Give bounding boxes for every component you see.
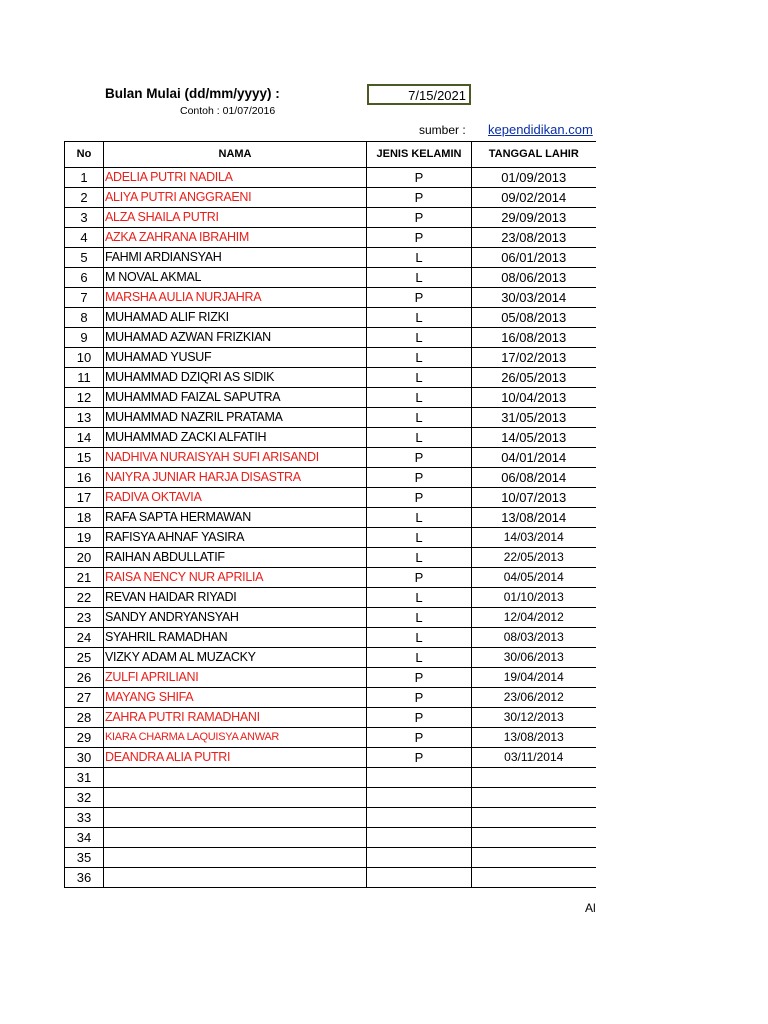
gender-cell[interactable]: P — [367, 568, 472, 588]
row-number-cell[interactable]: 19 — [65, 528, 104, 548]
birthdate-cell[interactable]: 06/08/2014 — [472, 468, 596, 488]
gender-cell[interactable]: P — [367, 488, 472, 508]
table-body — [65, 168, 596, 888]
table-row — [65, 688, 596, 708]
row-number-cell[interactable]: 36 — [65, 868, 104, 888]
table-row — [65, 368, 596, 388]
birthdate-cell[interactable]: 06/01/2013 — [472, 248, 596, 268]
birthdate-cell[interactable]: 30/03/2014 — [472, 288, 596, 308]
table-row — [65, 468, 596, 488]
birthdate-cell[interactable]: 10/07/2013 — [472, 488, 596, 508]
gender-cell[interactable]: L — [367, 408, 472, 428]
row-number-cell[interactable]: 7 — [65, 288, 104, 308]
row-number-cell[interactable]: 17 — [65, 488, 104, 508]
gender-cell[interactable]: L — [367, 388, 472, 408]
table-row — [65, 248, 596, 268]
student-name-cell[interactable]: ZAHRA PUTRI RAMADHANI — [104, 708, 367, 728]
row-number-cell[interactable]: 32 — [65, 788, 104, 808]
gender-cell[interactable]: P — [367, 468, 472, 488]
table-row — [65, 568, 596, 588]
birthdate-cell[interactable]: 01/10/2013 — [472, 588, 596, 608]
row-number-cell[interactable]: 30 — [65, 748, 104, 768]
table-row — [65, 488, 596, 508]
gender-cell[interactable]: L — [367, 608, 472, 628]
table-row — [65, 528, 596, 548]
birthdate-cell[interactable]: 29/09/2013 — [472, 208, 596, 228]
row-number-cell[interactable]: 35 — [65, 848, 104, 868]
student-name-cell[interactable]: SYAHRIL RAMADHAN — [104, 628, 367, 648]
student-table — [64, 141, 596, 888]
gender-cell[interactable] — [367, 808, 472, 828]
table-row — [65, 808, 596, 828]
gender-cell[interactable]: L — [367, 588, 472, 608]
student-name-cell[interactable]: MUHAMMAD FAIZAL SAPUTRA — [104, 388, 367, 408]
table-row — [65, 588, 596, 608]
table-row — [65, 308, 596, 328]
student-name-cell[interactable]: MUHAMAD AZWAN FRIZKIAN — [104, 328, 367, 348]
student-name-cell[interactable]: SANDY ANDRYANSYAH — [104, 608, 367, 628]
footer-text: Al — [585, 901, 596, 915]
row-number-cell[interactable]: 16 — [65, 468, 104, 488]
table-row — [65, 428, 596, 448]
birthdate-cell[interactable] — [472, 848, 596, 868]
gender-cell[interactable]: L — [367, 428, 472, 448]
birthdate-cell[interactable]: 13/08/2014 — [472, 508, 596, 528]
row-number-cell[interactable]: 10 — [65, 348, 104, 368]
birthdate-cell[interactable]: 23/06/2012 — [472, 688, 596, 708]
student-name-cell[interactable]: ADELIA PUTRI NADILA — [104, 168, 367, 188]
birthdate-cell[interactable]: 08/03/2013 — [472, 628, 596, 648]
gender-cell[interactable]: L — [367, 548, 472, 568]
gender-cell[interactable]: P — [367, 208, 472, 228]
row-number-cell[interactable]: 20 — [65, 548, 104, 568]
gender-cell[interactable]: P — [367, 288, 472, 308]
column-header-name: NAMA — [104, 142, 367, 168]
table-row — [65, 268, 596, 288]
student-name-cell[interactable]: KIARA CHARMA LAQUISYA ANWAR — [104, 728, 367, 748]
table-row — [65, 168, 596, 188]
birthdate-cell[interactable]: 31/05/2013 — [472, 408, 596, 428]
table-row — [65, 448, 596, 468]
student-name-cell[interactable]: RADIVA OKTAVIA — [104, 488, 367, 508]
row-number-cell[interactable]: 34 — [65, 828, 104, 848]
birthdate-cell[interactable]: 16/08/2013 — [472, 328, 596, 348]
birthdate-cell[interactable]: 19/04/2014 — [472, 668, 596, 688]
table-row — [65, 788, 596, 808]
row-number-cell[interactable]: 24 — [65, 628, 104, 648]
row-number-cell[interactable]: 25 — [65, 648, 104, 668]
birthdate-cell[interactable] — [472, 828, 596, 848]
birthdate-cell[interactable]: 14/03/2014 — [472, 528, 596, 548]
row-number-cell[interactable]: 22 — [65, 588, 104, 608]
gender-cell[interactable]: L — [367, 508, 472, 528]
table-row — [65, 648, 596, 668]
row-number-cell[interactable]: 3 — [65, 208, 104, 228]
row-number-cell[interactable]: 27 — [65, 688, 104, 708]
table-row — [65, 228, 596, 248]
gender-cell[interactable] — [367, 848, 472, 868]
gender-cell[interactable]: P — [367, 728, 472, 748]
birthdate-cell[interactable]: 12/04/2012 — [472, 608, 596, 628]
gender-cell[interactable]: P — [367, 748, 472, 768]
table-row — [65, 868, 596, 888]
column-header-birthdate: TANGGAL LAHIR — [472, 142, 596, 168]
gender-cell[interactable]: P — [367, 448, 472, 468]
student-name-cell[interactable]: MAYANG SHIFA — [104, 688, 367, 708]
row-number-cell[interactable]: 15 — [65, 448, 104, 468]
gender-cell[interactable]: L — [367, 628, 472, 648]
birthdate-cell[interactable]: 23/08/2013 — [472, 228, 596, 248]
table-row — [65, 388, 596, 408]
birthdate-cell[interactable]: 03/11/2014 — [472, 748, 596, 768]
birthdate-cell[interactable]: 22/05/2013 — [472, 548, 596, 568]
birthdate-cell[interactable]: 13/08/2013 — [472, 728, 596, 748]
table-row — [65, 708, 596, 728]
gender-cell[interactable]: P — [367, 708, 472, 728]
birthdate-cell[interactable]: 17/02/2013 — [472, 348, 596, 368]
birthdate-cell[interactable] — [472, 768, 596, 788]
birthdate-cell[interactable]: 05/08/2013 — [472, 308, 596, 328]
start-month-label: Bulan Mulai (dd/mm/yyyy) : — [105, 86, 280, 101]
row-number-cell[interactable]: 6 — [65, 268, 104, 288]
student-name-cell[interactable]: ALZA SHAILA PUTRI — [104, 208, 367, 228]
student-name-cell[interactable]: ZULFI APRILIANI — [104, 668, 367, 688]
table-row — [65, 508, 596, 528]
row-number-cell[interactable]: 26 — [65, 668, 104, 688]
gender-cell[interactable]: L — [367, 368, 472, 388]
gender-cell[interactable]: L — [367, 248, 472, 268]
birthdate-cell[interactable]: 01/09/2013 — [472, 168, 596, 188]
gender-cell[interactable] — [367, 788, 472, 808]
birthdate-cell[interactable]: 30/06/2013 — [472, 648, 596, 668]
table-row — [65, 328, 596, 348]
table-row — [65, 608, 596, 628]
student-name-cell[interactable] — [104, 868, 367, 888]
table-row — [65, 188, 596, 208]
row-number-cell[interactable]: 28 — [65, 708, 104, 728]
student-name-cell[interactable]: FAHMI ARDIANSYAH — [104, 248, 367, 268]
row-number-cell[interactable]: 5 — [65, 248, 104, 268]
gender-cell[interactable]: P — [367, 688, 472, 708]
table-row — [65, 768, 596, 788]
student-name-cell[interactable]: RAFA SAPTA HERMAWAN — [104, 508, 367, 528]
birthdate-cell[interactable]: 14/05/2013 — [472, 428, 596, 448]
gender-cell[interactable]: L — [367, 648, 472, 668]
row-number-cell[interactable]: 29 — [65, 728, 104, 748]
row-number-cell[interactable]: 23 — [65, 608, 104, 628]
table-row — [65, 408, 596, 428]
source-link[interactable]: kependidikan.com — [488, 122, 593, 137]
gender-cell[interactable]: L — [367, 328, 472, 348]
student-name-cell[interactable]: NADHIVA NURAISYAH SUFI ARISANDI — [104, 448, 367, 468]
row-number-cell[interactable]: 1 — [65, 168, 104, 188]
student-name-cell[interactable]: DEANDRA ALIA PUTRI — [104, 748, 367, 768]
gender-cell[interactable]: P — [367, 188, 472, 208]
birthdate-cell[interactable]: 08/06/2013 — [472, 268, 596, 288]
student-name-cell[interactable]: MUHAMMAD DZIQRI AS SIDIK — [104, 368, 367, 388]
table-row — [65, 548, 596, 568]
row-number-cell[interactable]: 9 — [65, 328, 104, 348]
table-row — [65, 668, 596, 688]
row-number-cell[interactable]: 12 — [65, 388, 104, 408]
gender-cell[interactable]: P — [367, 168, 472, 188]
gender-cell[interactable]: L — [367, 348, 472, 368]
row-number-cell[interactable]: 18 — [65, 508, 104, 528]
birthdate-cell[interactable]: 10/04/2013 — [472, 388, 596, 408]
table-row — [65, 728, 596, 748]
gender-cell[interactable]: L — [367, 528, 472, 548]
student-name-cell[interactable]: M NOVAL AKMAL — [104, 268, 367, 288]
student-name-cell[interactable] — [104, 828, 367, 848]
student-name-cell[interactable] — [104, 768, 367, 788]
gender-cell[interactable] — [367, 868, 472, 888]
birthdate-cell[interactable]: 30/12/2013 — [472, 708, 596, 728]
birthdate-cell[interactable] — [472, 788, 596, 808]
table-row — [65, 628, 596, 648]
table-row — [65, 348, 596, 368]
student-name-cell[interactable]: REVAN HAIDAR RIYADI — [104, 588, 367, 608]
birthdate-cell[interactable] — [472, 868, 596, 888]
table-row — [65, 848, 596, 868]
row-number-cell[interactable]: 2 — [65, 188, 104, 208]
birthdate-cell[interactable] — [472, 808, 596, 828]
row-number-cell[interactable]: 14 — [65, 428, 104, 448]
example-date-note: Contoh : 01/07/2016 — [180, 105, 276, 117]
gender-cell[interactable]: L — [367, 308, 472, 328]
start-date-cell[interactable]: 7/15/2021 — [367, 84, 471, 105]
table-row — [65, 208, 596, 228]
row-number-cell[interactable]: 31 — [65, 768, 104, 788]
student-name-cell[interactable] — [104, 848, 367, 868]
student-name-cell[interactable]: RAFISYA AHNAF YASIRA — [104, 528, 367, 548]
birthdate-cell[interactable]: 04/05/2014 — [472, 568, 596, 588]
student-name-cell[interactable]: MARSHA AULIA NURJAHRA — [104, 288, 367, 308]
birthdate-cell[interactable]: 09/02/2014 — [472, 188, 596, 208]
student-name-cell[interactable]: AZKA ZAHRANA IBRAHIM — [104, 228, 367, 248]
gender-cell[interactable]: P — [367, 228, 472, 248]
student-name-cell[interactable]: MUHAMMAD ZACKI ALFATIH — [104, 428, 367, 448]
row-number-cell[interactable]: 33 — [65, 808, 104, 828]
row-number-cell[interactable]: 13 — [65, 408, 104, 428]
table-row — [65, 748, 596, 768]
student-name-cell[interactable] — [104, 808, 367, 828]
gender-cell[interactable]: L — [367, 268, 472, 288]
source-label: sumber : — [419, 123, 466, 137]
row-number-cell[interactable]: 21 — [65, 568, 104, 588]
table-row — [65, 288, 596, 308]
student-name-cell[interactable]: RAIHAN ABDULLATIF — [104, 548, 367, 568]
table-header-row — [65, 142, 596, 168]
student-name-cell[interactable]: MUHAMMAD NAZRIL PRATAMA — [104, 408, 367, 428]
student-name-cell[interactable]: RAISA NENCY NUR APRILIA — [104, 568, 367, 588]
student-name-cell[interactable]: MUHAMAD ALIF RIZKI — [104, 308, 367, 328]
column-header-no: No — [65, 142, 104, 168]
student-name-cell[interactable] — [104, 788, 367, 808]
student-name-cell[interactable]: MUHAMAD YUSUF — [104, 348, 367, 368]
column-header-gender: JENIS KELAMIN — [367, 142, 472, 168]
birthdate-cell[interactable]: 04/01/2014 — [472, 448, 596, 468]
student-name-cell[interactable]: ALIYA PUTRI ANGGRAENI — [104, 188, 367, 208]
row-number-cell[interactable]: 4 — [65, 228, 104, 248]
gender-cell[interactable] — [367, 828, 472, 848]
student-name-cell[interactable]: NAIYRA JUNIAR HARJA DISASTRA — [104, 468, 367, 488]
row-number-cell[interactable]: 11 — [65, 368, 104, 388]
birthdate-cell[interactable]: 26/05/2013 — [472, 368, 596, 388]
student-name-cell[interactable]: VIZKY ADAM AL MUZACKY — [104, 648, 367, 668]
table-row — [65, 828, 596, 848]
gender-cell[interactable]: P — [367, 668, 472, 688]
gender-cell[interactable] — [367, 768, 472, 788]
row-number-cell[interactable]: 8 — [65, 308, 104, 328]
